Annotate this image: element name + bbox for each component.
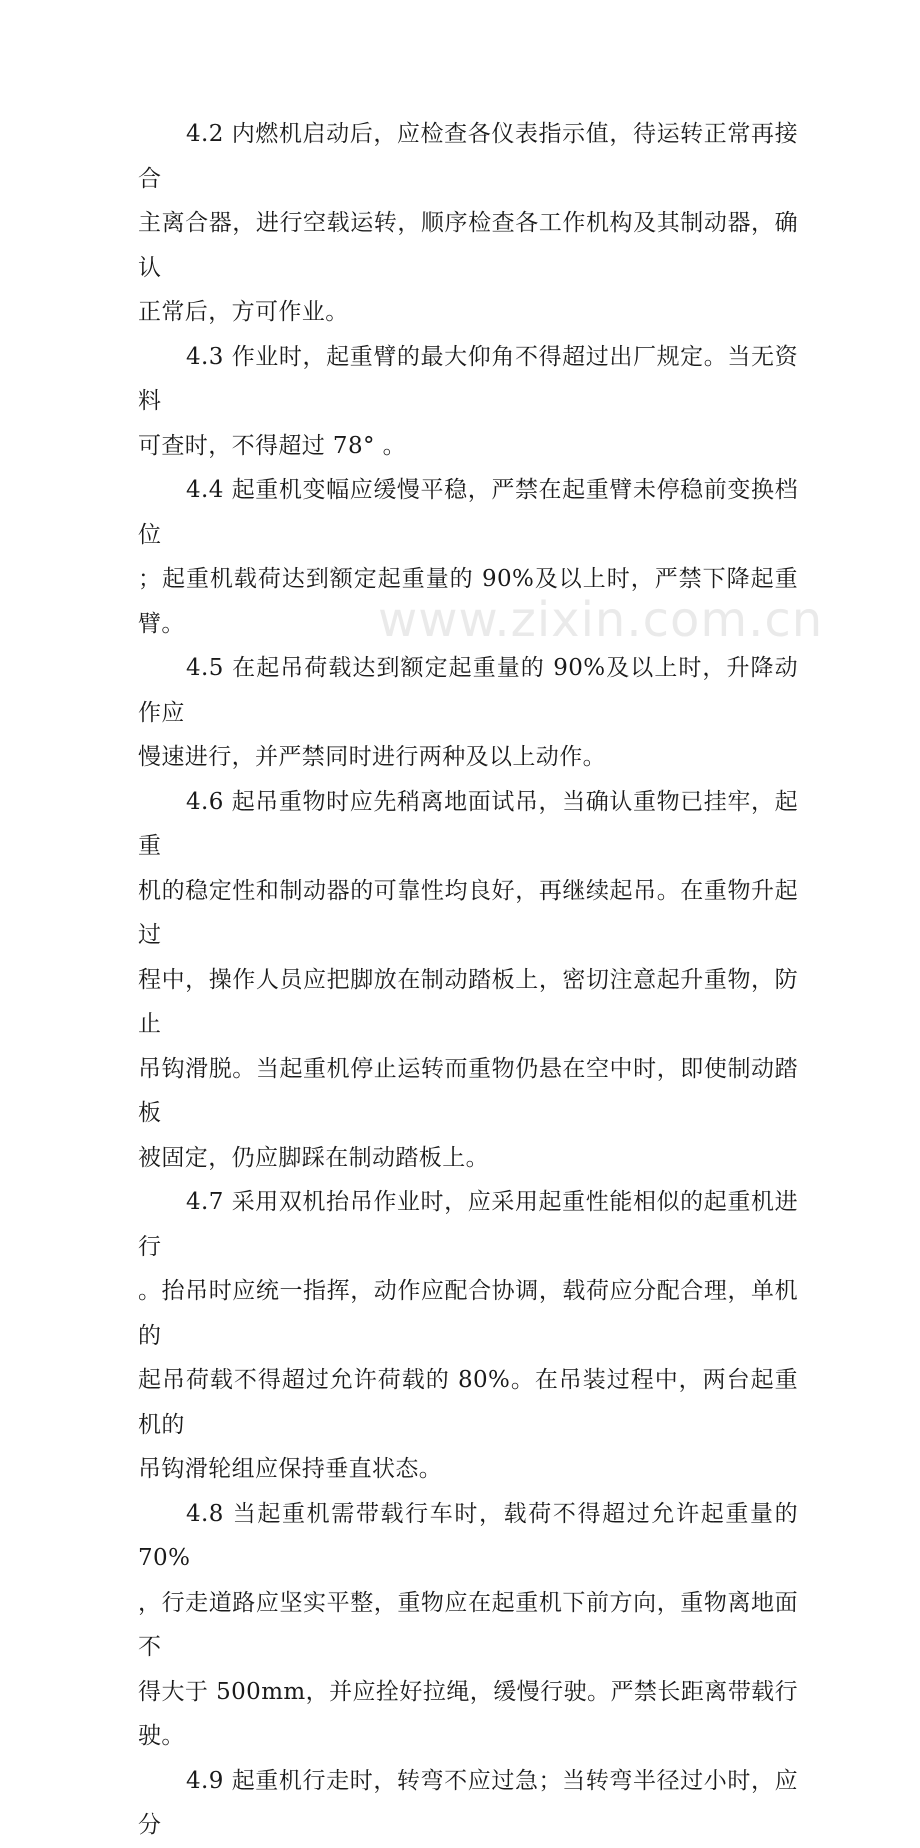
paragraph-4-5: 4.5 在起吊荷载达到额定起重量的 90%及以上时，升降动作应 慢速进行，并严禁同时进行两种及以上动作。 bbox=[138, 655, 798, 770]
paragraph-4-8: 4.8 当起重机需带载行车时，载荷不得超过允许起重量的 70% ，行走道路应坚实平整，重物应在起重机下前方向，重物离地面不 得大于 500mm，并应拴好拉绳，缓慢行驶。严禁长距离带载行驶。 bbox=[138, 1500, 798, 1749]
paragraph-4-6: 4.6 起吊重物时应先稍离地面试吊，当确认重物已挂牢，起重 机的稳定性和制动器的可靠性均良好，再继续起吊。在重物升起过 程中，操作人员应把脚放在制动踏板上，密切注意起升重物，防止 吊钩滑脱。当起重机停止运转而重物仍悬在空中时，即使制动踏板 被固定，仍应脚踩在制动踏板上。 bbox=[138, 788, 798, 1171]
document-body bbox=[138, 112, 798, 1848]
paragraph-4-3: 4.3 作业时，起重臂的最大仰角不得超过出厂规定。当无资料 可查时，不得超过 78° 。 bbox=[138, 343, 798, 459]
paragraph-4-9: 4.9 起重机行走时，转弯不应过急；当转弯半径过小时，应分 bbox=[138, 1767, 798, 1838]
paragraph-4-4: 4.4 起重机变幅应缓慢平稳，严禁在起重臂未停稳前变换档位 ；起重机载荷达到额定起重量的 90%及以上时，严禁下降起重臂。 bbox=[138, 477, 798, 637]
paragraph-4-7: 4.7 采用双机抬吊作业时，应采用起重性能相似的起重机进行 。抬吊时应统一指挥，动作应配合协调，载荷应分配合理，单机的 起吊荷载不得超过允许荷载的 80%。在吊装过程中，两台起重机的 吊钩滑轮组应保持垂直状态。 bbox=[138, 1189, 798, 1482]
watermark: www.zixin.com.cn bbox=[378, 592, 824, 648]
paragraph-4-2: 4.2 内燃机启动后，应检查各仪表指示值，待运转正常再接合 主离合器，进行空载运转，顺序检查各工作机构及其制动器，确认 正常后，方可作业。 bbox=[138, 121, 798, 325]
